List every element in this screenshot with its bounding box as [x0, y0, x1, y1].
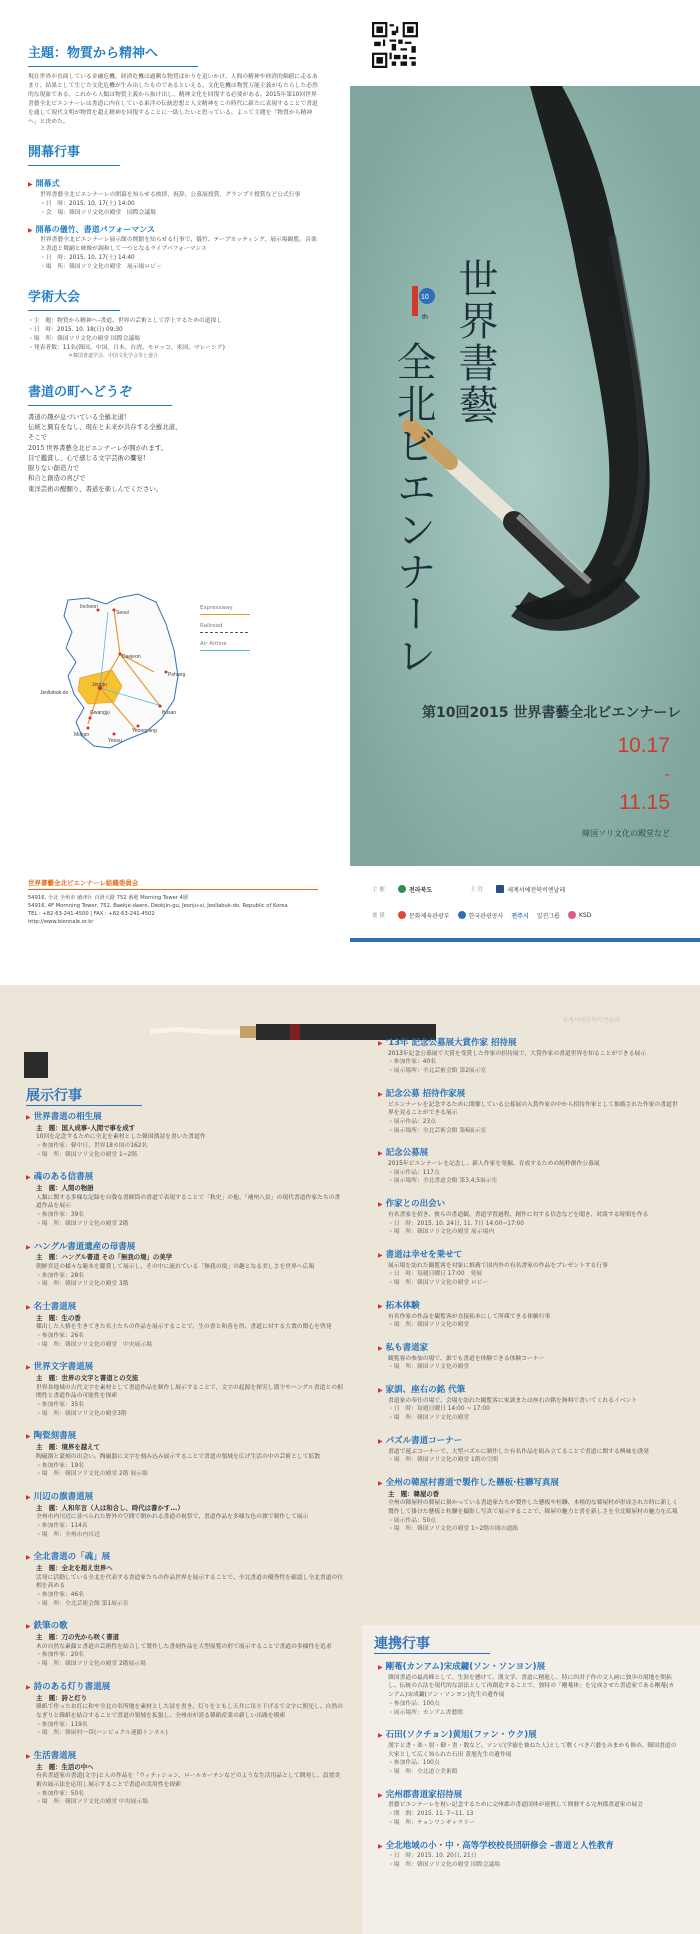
cover-title-line2: 全北ビエンナーレ — [390, 341, 436, 677]
list-item — [26, 1620, 344, 1668]
support-logo — [458, 911, 504, 920]
item-meta: ・場 所：韓屋村一帯(ハンビョクル連鎖トンネル) — [36, 1730, 168, 1737]
item-meta: ・参加作家：19名 — [36, 1462, 84, 1469]
item-title: ▶ 世界文字書道展 — [26, 1361, 344, 1374]
item-meta: ・展示場所：全北芸術会館 第6展示室 — [388, 1127, 487, 1134]
city-label: Seoul — [116, 610, 129, 616]
list-item — [378, 1249, 678, 1288]
item-title: ▶ 陶瓷刻書展 — [26, 1430, 344, 1443]
list-item — [378, 1300, 678, 1330]
item-meta: ・場 所：韓国ソリ文化の殿堂 2階 — [36, 1220, 129, 1227]
10th-logo-icon — [406, 282, 436, 322]
host-logo-icon — [398, 885, 406, 893]
cover-bottom-bar — [350, 938, 700, 942]
item-desc: 韓国書道の最高峰として、生涯を懸けて、漢文学、書道に精進し、特に四君子作の文人画に独歩の境地を開拓し、伝統の古法を現代的な語法として再創造することで、独特の「剛菴体」を完成させた書道家である剛菴(カンアム)宋成鏞(ソン・ソンヨン)先生の遺作展 — [388, 1674, 675, 1699]
symposium-heading: 学術大会 — [28, 288, 120, 311]
town-heading: 書道の町へどうぞ — [28, 383, 172, 406]
office-info — [28, 878, 318, 926]
partner-column — [378, 1661, 678, 1882]
item-meta: ・参加作家：40名 — [388, 1059, 436, 1066]
list-item — [26, 1241, 344, 1289]
opening-item-desc: 世界書藝全北ビエンナーレ展示館の開館を知らせる行事で、儀竹、テープカッティング、展示場観覧。音楽と書道と舞踊と映像が調和して一つとなるライブパフォーマンス — [40, 236, 317, 252]
list-item — [378, 1088, 678, 1136]
cover-date-start: 10.17 — [617, 734, 670, 757]
item-title: ▶ 記念公募 招待作家展 — [378, 1088, 678, 1101]
item-theme: 主 題：詩と灯り — [36, 1693, 88, 1702]
list-item — [26, 1681, 344, 1738]
item-meta: ・場 所：韓国ソリ文化の殿堂 国際会議場 — [388, 1861, 500, 1868]
item-theme: 主 題：生活の中へ — [36, 1762, 94, 1771]
item-meta: ・場 所：韓国ソリ文化の殿堂 3階 — [36, 1281, 129, 1288]
city-label: Daejeon — [122, 654, 141, 660]
list-item — [26, 1491, 344, 1539]
item-title: ▶ 完州郡書道家招待展 — [378, 1789, 678, 1802]
cover-venue: 韓国ソリ文化の殿堂など — [582, 829, 670, 838]
item-meta: ・場 所：韓国ソリ文化の殿堂 中央展示場 — [36, 1799, 148, 1806]
item-meta: ・参加作家：39名 — [36, 1212, 84, 1219]
support-logo-icon — [568, 911, 576, 919]
sponsor-label: 主 管 — [470, 887, 483, 893]
legend-airline: Air Airline — [200, 641, 233, 651]
symposium-note: ＊韓国書道学会、中国文化学会等と連合 — [68, 352, 159, 359]
item-title: ▶ 石田(ソクチョン)黄旭(ファン・ウク)展 — [378, 1729, 678, 1742]
town-line: 伝統と興有をなし、現在と未来が共存する全羅北道、 — [28, 423, 182, 432]
item-meta: ・場 所：全北道立美術館 — [388, 1769, 458, 1775]
town-line: 書道の趣が息づいている全羅北道! — [28, 412, 127, 421]
list-item — [378, 1789, 678, 1828]
symposium-line: ・日 時：2015. 10. 18(日) 09:30 — [28, 326, 123, 333]
symposium-section — [28, 288, 318, 361]
organizer-name: 세계서예전북비엔날레 — [507, 886, 566, 894]
organizer-logo-icon — [496, 885, 504, 893]
item-theme: 主 題：韓屋の香 — [388, 1489, 440, 1498]
town-line: そこで — [28, 433, 48, 442]
opening-item-desc: 世界書藝全北ビエンナーレの開幕を知らせる挨拶、祝辞、公募展授賞、グランプリ授賞など公式行事 — [40, 191, 301, 198]
list-item — [26, 1361, 344, 1418]
item-meta: ・参加作家：20名 — [36, 1652, 84, 1659]
item-meta: ・参加作家：26名 — [36, 1333, 84, 1339]
item-meta: ・場 所：韓国ソリ文化の殿堂3階 — [36, 1410, 127, 1417]
item-meta: ・日 時：毎週日曜日 14:00 ~ 17:00 — [388, 1406, 490, 1413]
opening-item-title: ▶ 開幕の儀竹、書道パフォーマンス — [28, 224, 318, 236]
sponsor-label: 主 催 — [372, 887, 385, 893]
exhibition-column-left — [26, 1111, 344, 1819]
item-theme: 主 題：人間の物語 — [36, 1184, 94, 1193]
support-logo — [511, 911, 528, 920]
item-meta: ・日 時：2015. 10. 24日, 11. 7日 14:00~17:00 — [388, 1220, 525, 1227]
list-item — [378, 1037, 678, 1076]
item-title: ▶ 生活書道展 — [26, 1750, 344, 1763]
item-desc: 有名作家の作品を観覧客が直接拓本にして所蔵できる体験行事 — [388, 1313, 551, 1320]
item-meta: ・日 時：毎週日曜日 17:00 発展 — [388, 1271, 482, 1278]
item-meta: ・場 所：韓国ソリ文化の殿堂 — [388, 1415, 470, 1422]
list-item — [26, 1111, 344, 1159]
item-meta: ・期 間：2015. 11. 7~11. 13 — [388, 1811, 474, 1818]
partner-heading: 連携行事 — [374, 1633, 490, 1654]
list-item — [26, 1430, 344, 1478]
city-label: Busan — [162, 710, 177, 716]
item-title: ▶ 鉄筆の歌 — [26, 1620, 344, 1633]
item-desc: 有名書家を招き、彼らの書道観、書道学習過程、創作に対する信念などを聞き、対談する時間を作る — [388, 1211, 649, 1218]
item-title: ▶ 魂のある信書展 — [26, 1171, 344, 1184]
item-desc: 韓紙で作ったお灯に和や全北の名所地を素材とした詩を書き、灯りをともし天井に吊り下げるで文字に照光し、自然のなぎりと韓紙を結合することで書道の領域を拡張し、全州市が誇る韓紙産業の新しい出路を模索 — [36, 1704, 343, 1719]
item-meta: ・場 所：韓国ソリ文化の殿堂 1~2階 — [36, 1151, 138, 1158]
theme-section — [28, 44, 318, 127]
cover-subtitle: 第10回2015 世界書藝全北ビエンナーレ — [422, 705, 682, 721]
item-meta: ・展示作品：117点 — [388, 1169, 440, 1176]
item-title: ▶ '13年 記念公募展大賞作家 招待展 — [378, 1037, 678, 1050]
symposium-line: ・場 所：韓国ソリ文化の殿堂 国際会議場 — [28, 335, 140, 342]
town-line: 目で鑑賞し、心で感じる文字芸術の饗宴! — [28, 453, 146, 462]
town-line: 限りない創造力で — [28, 464, 80, 473]
opening-item-place: ・場 所：韓国ソリ文化の殿堂 展示場ロビー — [40, 263, 162, 270]
cover-date-end: 11.15 — [619, 791, 670, 814]
item-desc: 人類に関する多様な記録を自我な書師筒の書道で表現することで「秋史」の他、「補州八景」の現代書道作家たちの書道作品を展示 — [36, 1194, 341, 1210]
sponsor-logos — [372, 876, 690, 936]
item-desc: 活発に活動している全北を代表する書道家たちの作品世界を展示することで、全北書道の優秀性を確認し全北書道の位相を高める — [36, 1574, 344, 1590]
item-meta: ・場 所：チョンワンギャラリー — [388, 1819, 475, 1826]
support-logo — [537, 911, 560, 920]
item-desc: 全州の韓屋村の韓屋に掛かっている書道家たちが製作した懸板や柱聯、本格的な韓屋村が形成された時に新しく製作して掛けた懸板と柱聯を撮影し写真で展示することで、韓屋の魅力と書を新しさを全北韓屋村の魅力を広報 — [388, 1500, 678, 1515]
item-desc: 傑出した人格を生きてきた名士たちの作品を展示することで、生の香と和善を得、書道に対する大衆の関心を啓発 — [36, 1324, 332, 1331]
exhibition-icon — [24, 1052, 48, 1078]
list-item — [378, 1147, 678, 1186]
list-item — [378, 1198, 678, 1237]
list-item — [26, 1171, 344, 1228]
symposium-line: ・主 題：物質から精神へ–書道、世界の芸術として浮上するための道探し — [28, 318, 223, 324]
item-desc: 全州市内川辺に並べられた野外の空間で開かれる書道の祝祭で、書道作品を多様な色の旗で制作して展示 — [36, 1514, 309, 1521]
item-desc: 木の自然な素顔と書道の芸術性を結合して製作した書刻作品を大型展覧の形で展示することで書道の多様性を追求 — [36, 1643, 332, 1650]
list-item — [378, 1342, 678, 1372]
legend-expressway: Expressway — [200, 605, 233, 615]
item-meta: ・参加作品：100点 — [388, 1760, 440, 1767]
item-desc: 陶磁器と篆刻の出会い。陶磁器に文字を刻み込み展示することで書道の領域を広げ生活の中の芸術として拡散 — [36, 1453, 321, 1460]
support-name: 문화체육관광부 — [409, 912, 450, 920]
office-contact: TEL : +82-63-241-4500 | FAX : +82-63-241-4502 — [28, 911, 155, 918]
item-desc: 2015年ビエンナーレを記念し、新人作家を発掘、育成するための純粋創作公募展 — [388, 1161, 600, 1168]
opening-item-title: ▶ 開幕式 — [28, 178, 318, 190]
item-meta: ・場 所：韓国ソリ文化の殿堂 中央展示場 — [36, 1341, 152, 1348]
item-meta: ・参加作家：46名 — [36, 1592, 84, 1599]
item-title: ▶ 世界書道の相生展 — [26, 1111, 344, 1124]
item-desc: 世界各地域の古代文字を素材として書道作品を制作し展示することで、文字の起源を探究し漢字やハングル書道との相関性と書道作品の可能性を探索 — [36, 1384, 343, 1400]
item-desc: 書藝ビエンナーレを祝い記念するために完州郡の書道団体が連携して開催する完州郡書道家の展会 — [388, 1802, 643, 1809]
list-item — [26, 1750, 344, 1807]
item-theme: 主 題：刀の先から咲く書道 — [36, 1633, 120, 1642]
city-label: Incheon — [80, 604, 98, 610]
item-title: ▶ 全州の韓屋村書道で製作した懸板·柱聯写真展 — [378, 1477, 678, 1490]
logo-suffix: th — [422, 314, 428, 321]
opening-item — [28, 224, 318, 272]
town-line: 和合と創造の喜びで — [28, 474, 86, 483]
opening-item — [28, 178, 318, 217]
legend-railroad: Railroad — [200, 623, 233, 633]
item-title: ▶ 剛菴(カンアム)宋成鏞(ソン・ソンヨン)展 — [378, 1661, 678, 1674]
item-title: ▶ 名士書道展 — [26, 1301, 344, 1314]
item-title: ▶ 全北地域の小・中・高等学校校長団研修会 –書道と人性教育 — [378, 1840, 678, 1853]
qr-code-icon[interactable] — [372, 22, 418, 68]
item-desc: 2013年記念公募展で大賞を受賞した作家の招待展で、大賞作家の書道世界を知ることができる展示 — [388, 1050, 647, 1057]
list-item — [378, 1384, 678, 1423]
sponsor-row-host — [372, 876, 690, 902]
brochure-outer-spread — [0, 0, 700, 960]
watermark-logo: 세계서예전북비엔날레 — [562, 1017, 620, 1024]
item-desc: 漢字と書・楽・射・御・書・数など、ソンビ(学徳を兼ねた人)として敷くべき六藝をみまかも修め、韓国書道の大家として広く知られた石田 黄旭先生の遺作展 — [388, 1742, 677, 1758]
item-meta: ・参加作家：114名 — [36, 1522, 88, 1529]
symposium-line: ・発表者数：11名(韓国、中国、日本、台湾、モロッコ、米国、マレーシア) — [28, 344, 225, 351]
item-meta: ・参加作家：韓中日、世界18カ国の162名 — [36, 1143, 148, 1150]
list-item — [378, 1840, 678, 1870]
item-title: ▶ 詩のある灯り書道展 — [26, 1681, 344, 1694]
info-column — [28, 44, 318, 510]
opening-item-date: ・日 時：2015. 10. 17(土) 14:00 — [40, 200, 135, 207]
support-name: KSD — [578, 911, 592, 919]
opening-heading: 開幕行事 — [28, 143, 120, 166]
list-item — [378, 1729, 678, 1777]
city-label: Yeosu — [108, 738, 122, 744]
item-desc: 有名書道家の書道(文字)と人の作品を「ウィティション、ロールカーテンなどのような生活用品として開発し、設置美術の展示法を応用し展示することで書道の実用性を探索 — [36, 1773, 341, 1789]
item-meta: ・場 所：韓国ソリ文化の殿堂 — [388, 1322, 470, 1329]
item-meta: ・展示場所：全北書道会館 第3,4,5展示室 — [388, 1178, 498, 1185]
list-item — [378, 1477, 678, 1534]
item-meta: ・場 所：韓国ソリ文化の殿堂 ロビー — [388, 1280, 489, 1287]
item-theme: 主 題：ハングル書道 その「無我の境」の美学 — [36, 1253, 173, 1262]
city-label: Pohang — [168, 672, 186, 678]
cover-panel — [350, 86, 700, 866]
item-meta: ・参加作品：100点 — [388, 1700, 440, 1707]
logo-number: 10 — [421, 294, 429, 301]
support-logo — [568, 911, 591, 919]
support-logo — [398, 911, 450, 920]
item-title: ▶ 全北書道の「魂」展 — [26, 1551, 344, 1564]
support-logo-icon — [458, 911, 466, 919]
town-section — [28, 383, 318, 494]
organizer-logo — [496, 885, 565, 894]
item-title: ▶ 私も書道家 — [378, 1342, 678, 1355]
item-meta: ・日 時：2015. 10. 20日, 21日 — [388, 1853, 477, 1860]
support-name: 전주시 — [511, 912, 529, 920]
theme-body: 現在世界が直面している金融危機、経済危機は過剰な物質ばかりを追いかけ、人間の精神や経済的価値に走るあまり、結果として生じた文化危機が生み出したものであるといえる。文化危機は物質万能主義がもたらした必然的な現象である。これから人類は物質主義から抜け出し、精神文化を回復する必要がある。2015年第10回世界書藝全北ビエンナーレは書道に内在している東洋の伝統思想と人文精神をこの時代に新たに表現することで書道を通して現代文明が物質を超え精神を回復することに一助したいと思っている。よって主題を「物質から精神へ」と決めた。 — [28, 74, 318, 126]
cover-title-line1: 世界書藝 — [452, 258, 498, 426]
item-meta: ・場 所：韓国ソリ文化の殿堂 展示場内 — [388, 1229, 495, 1236]
list-item — [26, 1301, 344, 1349]
item-desc: 朝鮮宮廷の様々な範本を鑑賞して展示し、その中に流れている「無我の境」の趣となる美しさを世界へ広報 — [36, 1263, 315, 1270]
host-logo — [398, 885, 432, 894]
town-line: 東洋芸術の醍醐り、書道を楽しんでください。 — [28, 484, 163, 493]
item-meta: ・展示場所：全北芸術会館 第2展示室 — [388, 1068, 487, 1075]
office-address-jp: 54916, 全北 全州市 徳津区 百済大路 752 番地 Morning Tower 4層 — [28, 895, 189, 902]
opening-item-place: ・会 場：韓国ソリ文化の殿堂 国際会議場 — [40, 209, 156, 216]
item-desc: 書道で遊ぶコーナーで、大型パズルに制作した有名作品を組み立てることで書道に関する興味を誘発 — [388, 1448, 649, 1455]
item-theme: 主 題：国人成事–人間で事を成す — [36, 1123, 136, 1132]
exhibition-heading: 展示行事 — [26, 1085, 142, 1106]
office-website[interactable]: http://www.biennale.or.kr — [28, 919, 94, 926]
list-item — [26, 1551, 344, 1608]
korea-outline — [64, 594, 178, 748]
city-label: Jeonju — [92, 682, 107, 688]
opening-section — [28, 143, 318, 272]
item-title: ▶ 記念公募展 — [378, 1147, 678, 1160]
item-title: ▶ 家訓、座右の銘 代筆 — [378, 1384, 678, 1397]
item-theme: 主 題：全北を超え世界へ — [36, 1564, 113, 1573]
item-desc: ビエンナーレを記念するために開催している公募展の入賞作家の中から招待作家として推薦された作家の書道世界を見ることができる展示 — [388, 1101, 678, 1117]
item-title: ▶ 拓本体験 — [378, 1300, 678, 1313]
item-meta: ・場 所：韓国ソリ文化の殿堂 1階の空間 — [388, 1457, 498, 1464]
list-item — [378, 1661, 678, 1717]
item-meta: ・場 所：韓国ソリ文化の殿堂 2階 展示場 — [36, 1471, 148, 1478]
office-title: 世界書藝全北ビエンナーレ組織委員会 — [28, 878, 318, 890]
item-meta: ・場 所：全北芸術会館 第1展示室 — [36, 1600, 129, 1607]
support-name: 한국관광공사 — [468, 912, 504, 920]
item-meta: ・場 所：韓国ソリ文化の殿堂 — [388, 1364, 470, 1371]
item-title: ▶ 川辺の旗書道展 — [26, 1491, 344, 1504]
item-meta: ・参加作家：35名 — [36, 1402, 84, 1409]
item-theme: 主 題：生の香 — [36, 1313, 81, 1322]
item-meta: ・場 所：韓国ソリ文化の殿堂 2階展示場 — [36, 1661, 146, 1668]
map-legend — [200, 605, 233, 659]
item-desc: 書道家の奉仕の場で、会場を訪れた観覧客に家訓または座右の銘を無料で書いてくれるイベント — [388, 1397, 638, 1404]
cover-date-dash: - — [664, 766, 670, 783]
item-meta: ・参加作家：50名 — [36, 1790, 84, 1797]
host-name: 전라북도 — [409, 886, 433, 894]
item-desc: 展示場を訪れた観覧客を対象に推薦で国内外の有名書家の作品をプレゼントする行事 — [388, 1262, 608, 1269]
item-meta: ・展示場所：カンアム書藝館 — [388, 1709, 463, 1716]
city-label: Gwangju — [90, 710, 110, 716]
item-meta: ・参加作家：119名 — [36, 1721, 88, 1728]
sponsor-label: 後 援 — [372, 913, 385, 919]
city-label: Jeollabuk-do — [40, 690, 69, 696]
brochure-inner-spread — [0, 985, 700, 1934]
theme-heading: 主題：物質から精神へ — [28, 44, 198, 67]
item-theme: 主 題：世界の文字と書道との交流 — [36, 1374, 139, 1383]
item-desc: 観覧客の参加の場で、誰でも書道を体験できる体験コーナー — [388, 1355, 545, 1362]
item-title: ▶ 書道は幸せを乗せて — [378, 1249, 678, 1262]
item-title: ▶ 作家との出会い — [378, 1198, 678, 1211]
item-desc: 10回を記念するために全北を素材とした韓国漢詩を書いた書道作 — [36, 1134, 206, 1141]
item-meta: ・展示作品：50点 — [388, 1517, 436, 1524]
item-title: ▶ パズル書道コーナー — [378, 1435, 678, 1448]
opening-item-date: ・日 時：2015. 10. 17(土) 14:40 — [40, 254, 135, 261]
item-theme: 主 題：境界を越えて — [36, 1443, 100, 1452]
item-meta: ・参加作家：28名 — [36, 1272, 84, 1279]
office-address-en: 54916, 4F Mornning Tower, 752, Baekje-daero, Deokjin-gu, Jeonju-si, Jeollabuk-do, Republic of Korea — [28, 903, 288, 910]
support-logo-icon — [398, 911, 406, 919]
sponsor-row-support — [372, 902, 690, 928]
exhibition-column-right — [378, 1037, 678, 1546]
list-item — [378, 1435, 678, 1465]
item-title: ▶ ハングル書道遺産の母書展 — [26, 1241, 344, 1254]
item-meta: ・場 所：全州市内川辺 — [36, 1531, 100, 1538]
item-meta: ・展示作品：23点 — [388, 1118, 436, 1125]
support-name: 일진그룹 — [536, 912, 560, 920]
town-line: 2015 世界書藝全北ビエンナーレが開かれます。 — [28, 443, 168, 452]
city-label: Mokpo — [74, 732, 90, 738]
city-label: Yeongyang — [132, 728, 157, 734]
item-meta: ・場 所：韓国ソリ文化の殿堂 1~2階の間の通路 — [388, 1526, 519, 1533]
item-theme: 主 題：人和年言（人は和合し、時代は書かす...） — [36, 1503, 184, 1512]
